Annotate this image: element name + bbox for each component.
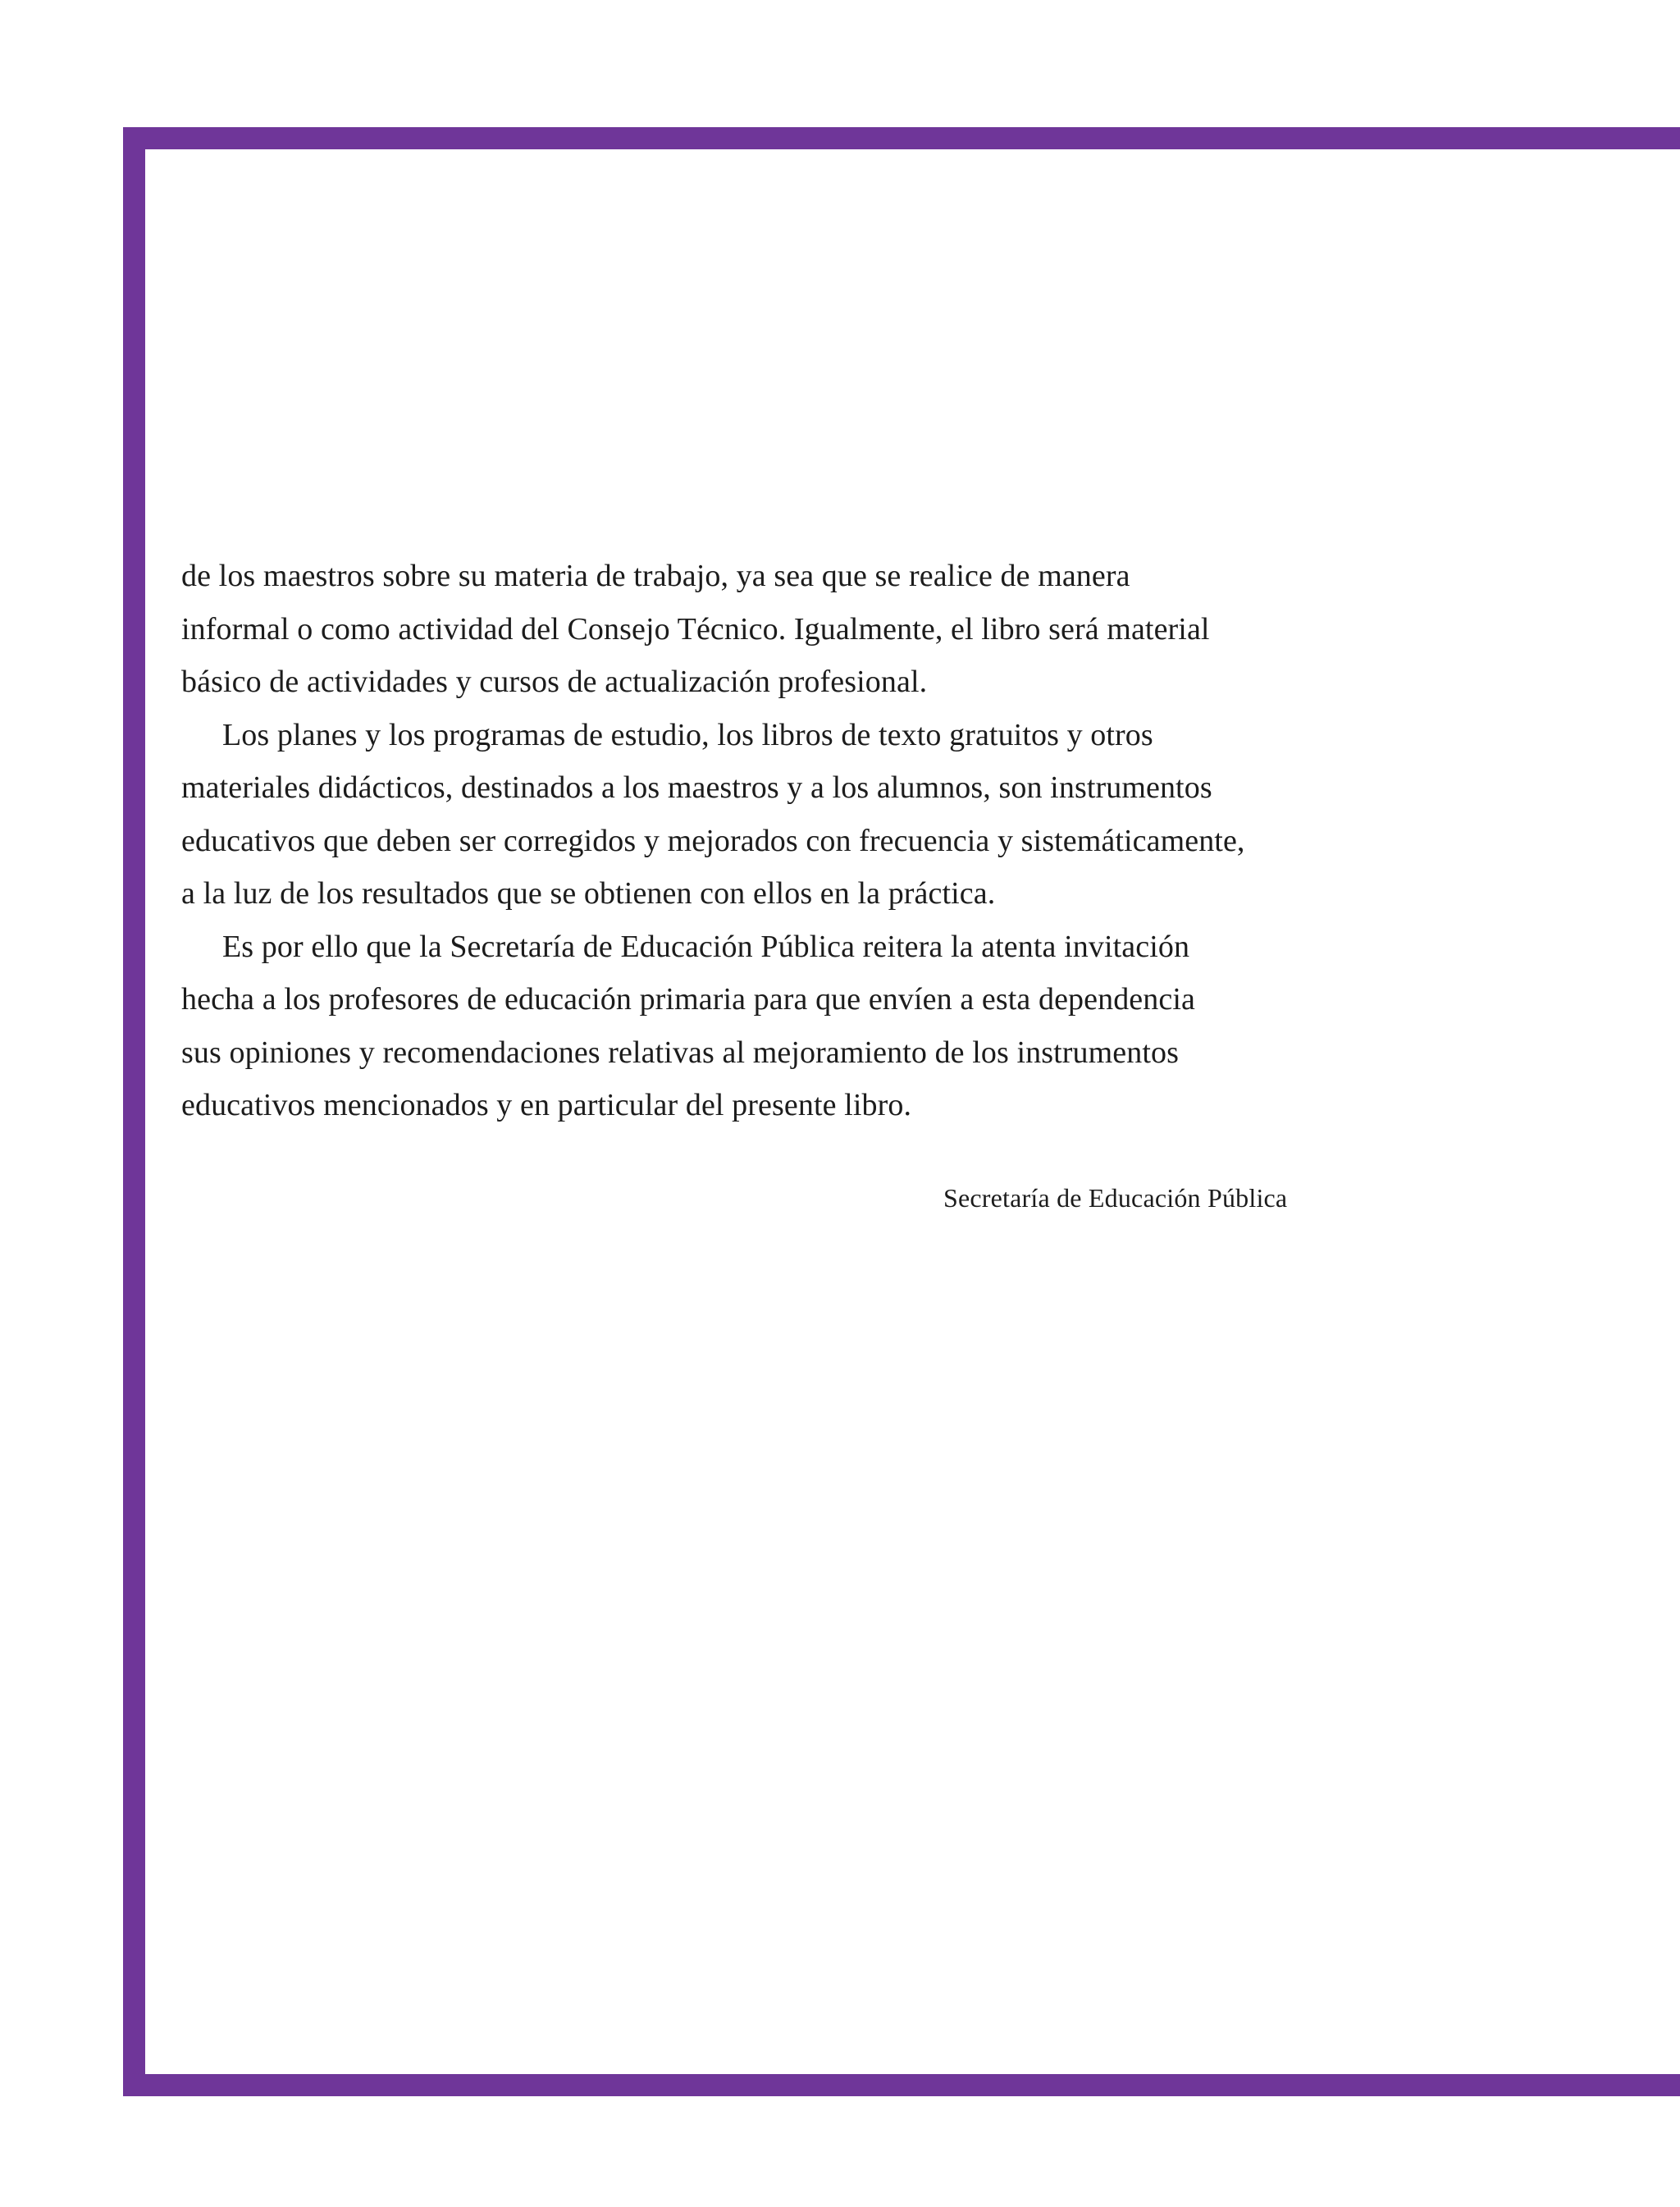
signature: Secretaría de Educación Pública [943,1183,1288,1213]
paragraph-2 [181,709,1412,921]
text-line: informal o como actividad del Consejo Técnico. Igualmente, el libro será material [181,611,1210,647]
text-line: sus opiniones y recomendaciones relativas al mejoramiento de los instrumentos [181,1035,1180,1070]
text-line: básico de actividades y cursos de actualización profesional. [181,665,928,699]
text-line: Los planes y los programas de estudio, los libros de texto gratuitos y otros [222,717,1153,752]
text-line: Es por ello que la Secretaría de Educación Pública reitera la atenta invitación [222,929,1190,964]
text-line: de los maestros sobre su materia de trabajo, ya sea que se realice de manera [181,559,1130,593]
paragraph-3 [181,921,1412,1132]
text-line: a la luz de los resultados que se obtienen con ellos en la práctica. [181,876,996,911]
text-line: educativos mencionados y en particular del presente libro. [181,1088,912,1122]
text-line: educativos que deben ser corregidos y mejorados con frecuencia y sistemáticamente, [181,823,1245,858]
text-line: hecha a los profesores de educación primaria para que envíen a esta dependencia [181,982,1195,1017]
paragraph-1 [181,550,1412,709]
body-text [181,550,1412,1132]
text-line: materiales didácticos, destinados a los maestros y a los alumnos, son instrumentos [181,770,1212,805]
